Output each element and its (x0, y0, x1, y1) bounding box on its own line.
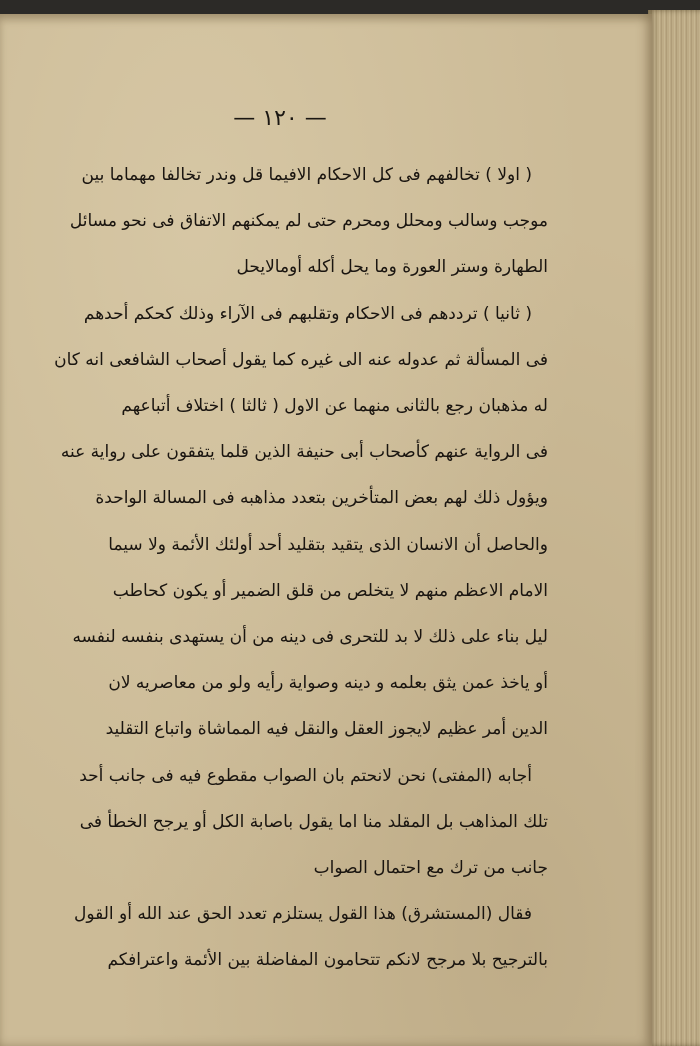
text-line (22, 660, 548, 706)
text-line-content: تلك المذاهب بل المقلد منا اما يقول باصابة الكل أو يرجح الخطأ فى (79, 811, 548, 832)
text-line-content: موجب وسالب ومحلل ومحرم حتى لم يمكنهم الاتفاق فى نحو مسائل (69, 211, 548, 232)
text-line (22, 845, 548, 891)
text-line-content: الامام الاعظم منهم لا يتخلص من قلق الضمير أو يكون كحاطب (112, 580, 548, 601)
text-line (22, 383, 548, 429)
text-line (22, 244, 548, 290)
text-line (22, 475, 548, 521)
book-page-edges (648, 10, 700, 1046)
text-line-content: أجابه (المفتى) نحن لانحتم بان الصواب مقطوع فيه فى جانب أحد (79, 765, 532, 786)
text-line-content: الدين أمر عظيم لايجوز العقل والنقل فيه المماشاة واتباع التقليد (105, 719, 548, 740)
text-line (22, 568, 548, 614)
text-line (22, 522, 548, 568)
text-line-content: فقال (المستشرق) هذا القول يستلزم تعدد الحق عند الله أو القول (73, 904, 532, 925)
text-body (22, 152, 548, 983)
text-line-content: فى المسألة ثم عدوله عنه الى غيره كما يقول أصحاب الشافعى انه كان (54, 349, 548, 370)
text-line-content: ليل بناء على ذلك لا بد للتحرى فى دينه من أن يستهدى بنفسه لنفسه (72, 626, 548, 647)
text-line-content: بالترجيح بلا مرجح لانكم تتحامون المفاضلة بين الأئمة واعترافكم (107, 950, 548, 971)
text-line-content: ( ثانيا ) ترددهم فى الاحكام وتقلبهم فى الآراء وذلك كحكم أحدهم (83, 303, 532, 324)
text-line-content: له مذهبان رجع بالثانى منهما عن الاول ( ثالثا ) اختلاف أتباعهم (121, 396, 548, 417)
text-line-content: ويؤول ذلك لهم بعض المتأخرين بتعدد مذاهبه فى المسالة الواحدة (95, 488, 548, 509)
text-line-content: فى الرواية عنهم كأصحاب أبى حنيفة الذين قلما يتفقون على رواية عنه (60, 442, 548, 463)
text-line-content: والحاصل أن الانسان الذى يتقيد بتقليد أحد أولئك الأئمة ولا سيما (108, 534, 548, 555)
text-line (22, 198, 548, 244)
text-line (22, 752, 548, 798)
text-line (22, 614, 548, 660)
text-line-content: الطهارة وستر العورة وما يحل أكله أومالايحل (236, 257, 548, 278)
text-line (22, 429, 548, 475)
book-page (0, 14, 652, 1046)
text-line (22, 937, 548, 983)
page-number: — ١٢٠ — (233, 106, 327, 131)
text-line (22, 706, 548, 752)
text-line (22, 799, 548, 845)
text-line-content: جانب من ترك مع احتمال الصواب (313, 857, 548, 878)
text-line (22, 891, 548, 937)
text-line (22, 152, 548, 198)
text-line-content: ( اولا ) تخالفهم فى كل الاحكام الافيما قل وندر تخالفا مهماما بين (81, 165, 532, 186)
text-line (22, 291, 548, 337)
text-line-content: أو ياخذ عمن يثق بعلمه و دينه وصواية رأيه ولو من معاصريه لان (108, 673, 548, 694)
text-line (22, 337, 548, 383)
